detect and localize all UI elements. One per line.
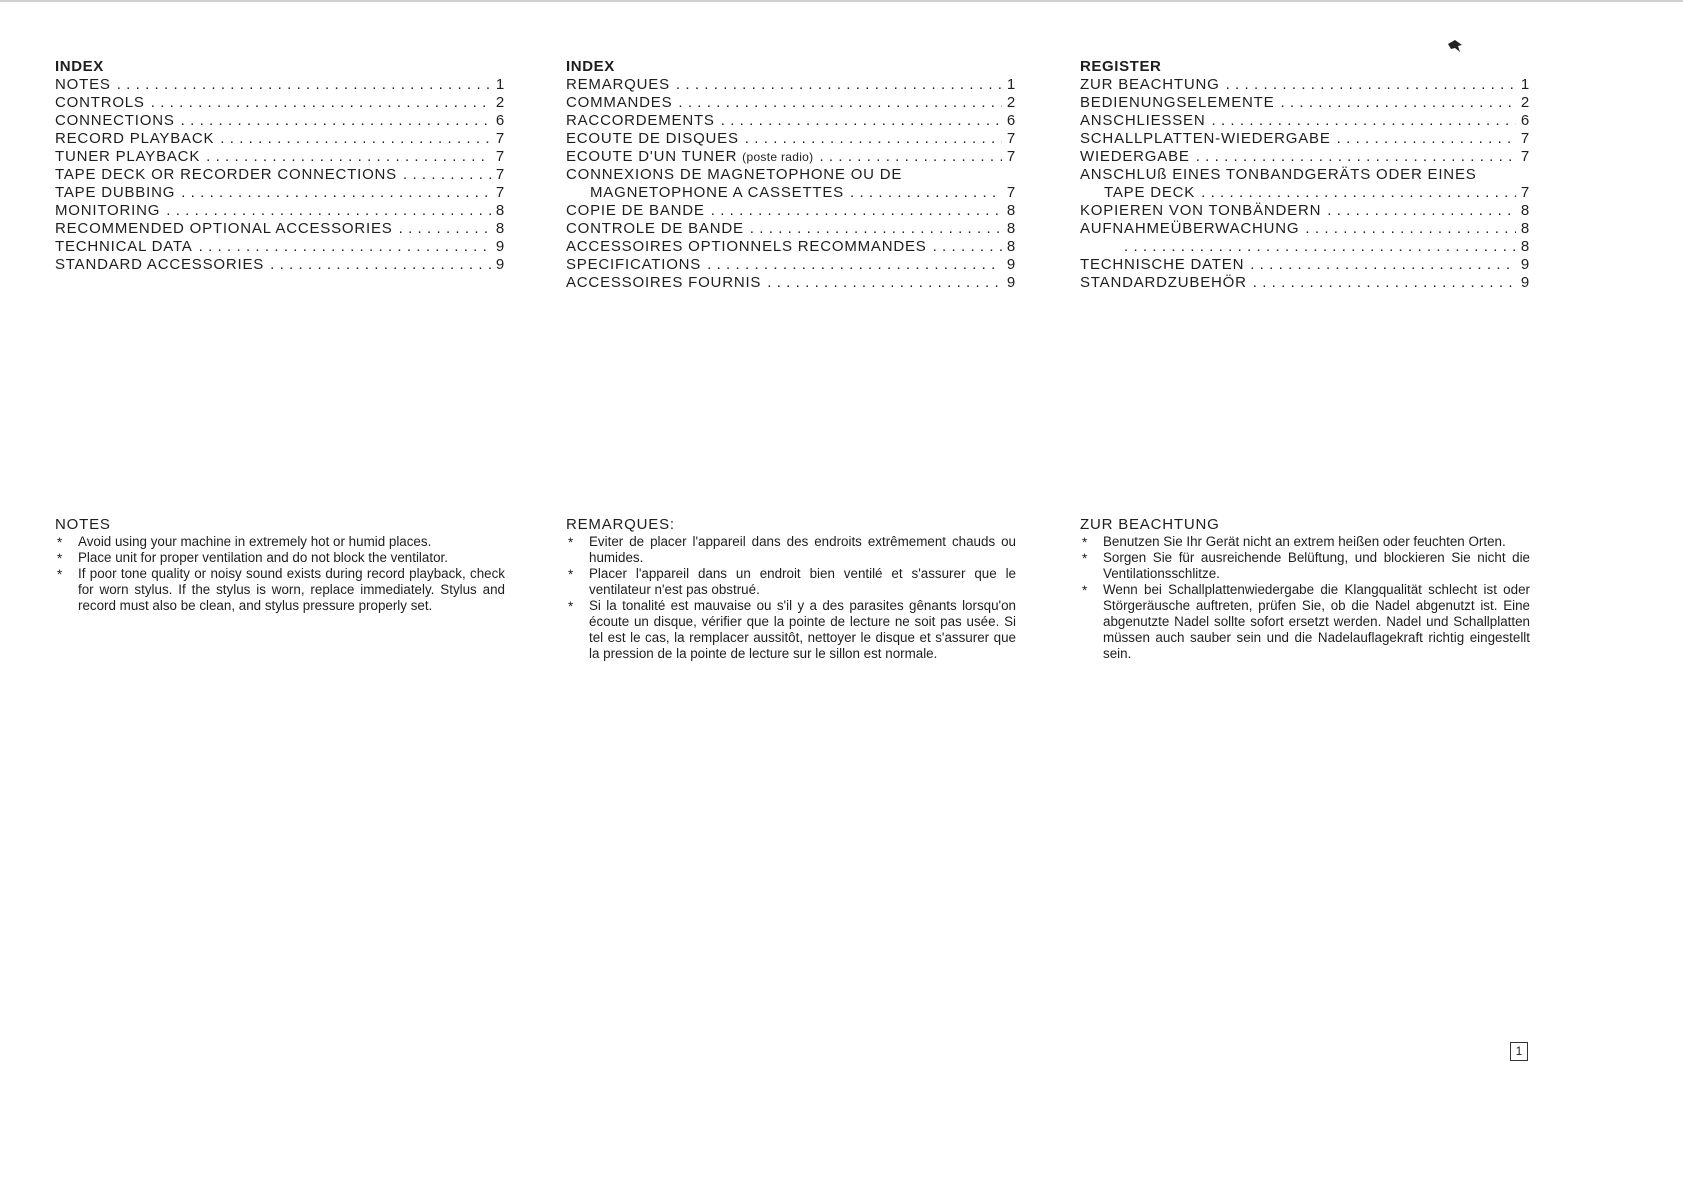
notes-german	[1080, 516, 1530, 662]
dot-leader	[214, 130, 491, 148]
index-entry	[55, 94, 505, 112]
index-entry	[566, 166, 1016, 184]
notes-heading: ZUR BEACHTUNG	[1080, 516, 1220, 533]
notes-french	[566, 516, 1016, 662]
index-entry-title: TUNER PLAYBACK	[55, 148, 201, 165]
top-border-line	[0, 0, 1683, 2]
index-entry-title: CONTROLE DE BANDE	[566, 220, 744, 237]
index-entry-title: ECOUTE DE DISQUES	[566, 130, 739, 147]
index-entry-page: 1	[495, 76, 505, 93]
index-entry-title: SPECIFICATIONS	[566, 256, 702, 273]
index-entry-page: 9	[1006, 274, 1016, 291]
index-entry-title: STANDARDZUBEHÖR	[1080, 274, 1247, 291]
dot-leader	[744, 220, 1002, 238]
dot-leader	[813, 148, 1002, 166]
index-entry-page: 6	[495, 112, 505, 129]
index-entry	[1080, 112, 1530, 130]
notes-heading: NOTES	[55, 516, 111, 533]
index-entry-page: 8	[1520, 202, 1530, 219]
index-entry	[566, 94, 1016, 112]
note-item: * If poor tone quality or noisy sound exists during record playback, check for worn stylus. If the stylus is worn, replace immediately. Stylus and record must also be clean, and stylus pressure properly set.	[55, 566, 505, 614]
dot-leader	[393, 220, 491, 238]
note-item: * Wenn bei Schallplattenwiedergabe die Klangqualität schlecht ist oder Störgeräusche auftreten, prüfen Sie, ob die Nadel abgenutzt ist. Eine abgenutzte Nadel sollte sofort ersetzt werden. Nadel und Schallplatten müssen auch sauber sein und die Nadelauflagekraft richtig eingestellt sein.	[1080, 582, 1530, 662]
note-item: * Si la tonalité est mauvaise ou s'il y a des parasites gênants lorsqu'on écoute un disque, vérifier que la pointe de lecture ne soit pas usée. Si tel est le cas, la remplacer aussitôt, nettoyer le disque et s'assurer que la pression de la pointe de lecture sur le sillon est normale.	[566, 598, 1016, 662]
index-heading: REGISTER	[1080, 58, 1162, 75]
index-heading: INDEX	[566, 58, 615, 75]
index-entry	[1080, 256, 1530, 274]
index-entry-title: RACCORDEMENTS	[566, 112, 715, 129]
notes-list	[1080, 534, 1530, 662]
index-entry-page: 9	[1520, 274, 1530, 291]
dot-leader	[1244, 256, 1516, 274]
index-entry-title: CONTROLS	[55, 94, 145, 111]
index-entry	[1080, 202, 1530, 220]
index-entry-title: TECHNISCHE DATEN	[1080, 256, 1245, 273]
index-entry	[1080, 148, 1530, 166]
index-entry-title: ANSCHLUß EINES TONBANDGERÄTS ODER EINES	[1080, 166, 1477, 183]
index-entry-page: 9	[1006, 256, 1016, 273]
index-entry	[1080, 238, 1530, 256]
dot-leader	[844, 184, 1002, 202]
index-entry-page: 8	[1006, 202, 1016, 219]
index-entry-title: ANSCHLIESSEN	[1080, 112, 1206, 129]
index-entry	[566, 130, 1016, 148]
dot-leader	[701, 256, 1002, 274]
index-entry-page: 9	[495, 256, 505, 273]
index-entry-title: KOPIEREN VON TONBÄNDERN	[1080, 202, 1322, 219]
index-entry-title: TECHNICAL DATA	[55, 238, 193, 255]
dot-leader	[1274, 94, 1516, 112]
index-english	[55, 58, 505, 274]
dot-leader	[715, 112, 1002, 130]
notes-list	[566, 534, 1016, 662]
index-entry-page: 7	[1006, 130, 1016, 147]
index-entry-title: COMMANDES	[566, 94, 673, 111]
index-entry-page: 1	[1006, 76, 1016, 93]
dot-leader	[1195, 184, 1516, 202]
dot-leader	[111, 76, 491, 94]
index-entry	[566, 112, 1016, 130]
index-french	[566, 58, 1016, 292]
note-item: * Benutzen Sie Ihr Gerät nicht an extrem heißen oder feuchten Orten.	[1080, 534, 1530, 550]
index-list	[55, 76, 505, 274]
index-entry	[1080, 76, 1530, 94]
index-entry-title: ECOUTE D'UN TUNER (poste radio)	[566, 148, 814, 165]
dot-leader	[761, 274, 1002, 292]
dot-leader	[672, 94, 1002, 112]
index-entry-title: TAPE DUBBING	[55, 184, 176, 201]
dot-leader	[670, 76, 1002, 94]
index-entry	[55, 148, 505, 166]
note-item: * Placer l'appareil dans un endroit bien ventilé et s'assurer que le ventilateur n'est pas obstrué.	[566, 566, 1016, 598]
index-entry-page: 8	[495, 202, 505, 219]
dot-leader	[1205, 112, 1516, 130]
index-entry-title: MONITORING	[55, 202, 161, 219]
index-entry	[566, 256, 1016, 274]
index-entry-title: CONNEXIONS DE MAGNETOPHONE OU DE	[566, 166, 903, 183]
index-entry-title: REMARQUES	[566, 76, 670, 93]
index-entry-page: 7	[1520, 130, 1530, 147]
index-entry	[566, 238, 1016, 256]
dot-leader	[1118, 238, 1516, 256]
index-entry-page: 7	[1520, 148, 1530, 165]
index-entry-title: TAPE DECK OR RECORDER CONNECTIONS	[55, 166, 397, 183]
index-list	[566, 76, 1016, 292]
index-entry	[55, 130, 505, 148]
page-number: 1	[1510, 1042, 1528, 1061]
index-entry-title: ZUR BEACHTUNG	[1080, 76, 1220, 93]
index-entry-title: NOTES	[55, 76, 111, 93]
index-entry	[55, 202, 505, 220]
index-entry-title: AUFNAHMEÜBERWACHUNG	[1080, 220, 1300, 237]
index-entry	[566, 148, 1016, 166]
index-entry-title: ACCESSOIRES OPTIONNELS RECOMMANDES	[566, 238, 927, 255]
note-item: * Place unit for proper ventilation and do not block the ventilator.	[55, 550, 505, 566]
note-item: * Sorgen Sie für ausreichende Belüftung, und blockieren Sie nicht die Ventilationsschlitze.	[1080, 550, 1530, 582]
index-entry-page: 9	[495, 238, 505, 255]
dot-leader	[1220, 76, 1516, 94]
dot-leader	[160, 202, 491, 220]
index-entry-title: CONNECTIONS	[55, 112, 175, 129]
index-entry	[55, 166, 505, 184]
dot-leader	[193, 238, 491, 256]
note-item: * Eviter de placer l'appareil dans des endroits extrêmement chauds ou humides.	[566, 534, 1016, 566]
index-entry	[1080, 166, 1530, 184]
index-entry	[55, 256, 505, 274]
index-entry	[566, 76, 1016, 94]
dot-leader	[1247, 274, 1516, 292]
corner-mark-icon	[1448, 40, 1462, 52]
index-heading: INDEX	[55, 58, 104, 75]
index-entry	[566, 220, 1016, 238]
index-entry	[55, 76, 505, 94]
index-entry-title: MAGNETOPHONE A CASSETTES	[590, 184, 844, 201]
dot-leader	[1190, 148, 1516, 166]
index-entry-title: TAPE DECK	[1104, 184, 1196, 201]
dot-leader	[397, 166, 491, 184]
dot-leader	[145, 94, 491, 112]
index-entry	[566, 202, 1016, 220]
index-entry	[566, 184, 1016, 202]
notes-english	[55, 516, 505, 614]
dot-leader	[1331, 130, 1516, 148]
index-entry-title: SCHALLPLATTEN-WIEDERGABE	[1080, 130, 1331, 147]
index-entry-page: 6	[1520, 112, 1530, 129]
index-german	[1080, 58, 1530, 292]
index-entry-page: 2	[1520, 94, 1530, 111]
index-entry-page: 7	[495, 166, 505, 183]
dot-leader	[1321, 202, 1516, 220]
index-entry-title: RECOMMENDED OPTIONAL ACCESSORIES	[55, 220, 393, 237]
index-entry-title: RECORD PLAYBACK	[55, 130, 215, 147]
dot-leader	[739, 130, 1002, 148]
index-entry	[1080, 184, 1530, 202]
index-entry-page: 2	[495, 94, 505, 111]
index-entry-note: (poste radio)	[742, 150, 814, 164]
dot-leader	[1299, 220, 1516, 238]
index-entry-page: 8	[1006, 238, 1016, 255]
index-list	[1080, 76, 1530, 292]
index-entry-page: 7	[495, 148, 505, 165]
index-entry	[566, 274, 1016, 292]
index-entry-page: 8	[1520, 238, 1530, 255]
index-entry	[1080, 130, 1530, 148]
index-entry-page: 7	[1006, 148, 1016, 165]
dot-leader	[175, 112, 491, 130]
index-entry-page: 1	[1520, 76, 1530, 93]
index-entry-title: ACCESSOIRES FOURNIS	[566, 274, 762, 291]
index-entry	[55, 238, 505, 256]
note-item: * Avoid using your machine in extremely hot or humid places.	[55, 534, 505, 550]
dot-leader	[927, 238, 1002, 256]
dot-leader	[705, 202, 1002, 220]
index-entry-page: 7	[1520, 184, 1530, 201]
index-entry	[55, 184, 505, 202]
index-entry-page: 7	[495, 184, 505, 201]
index-entry	[55, 220, 505, 238]
index-entry-page: 2	[1006, 94, 1016, 111]
index-entry	[1080, 220, 1530, 238]
index-entry	[1080, 94, 1530, 112]
index-entry-page: 8	[495, 220, 505, 237]
index-entry-page: 7	[1006, 184, 1016, 201]
index-entry-title: WIEDERGABE	[1080, 148, 1190, 165]
dot-leader	[264, 256, 491, 274]
index-entry	[55, 112, 505, 130]
index-entry-title: BEDIENUNGSELEMENTE	[1080, 94, 1275, 111]
index-entry-page: 6	[1006, 112, 1016, 129]
notes-heading: REMARQUES:	[566, 516, 675, 533]
index-entry-page: 8	[1006, 220, 1016, 237]
dot-leader	[175, 184, 491, 202]
index-entry	[1080, 274, 1530, 292]
dot-leader	[200, 148, 491, 166]
index-entry-title: COPIE DE BANDE	[566, 202, 705, 219]
index-entry-page: 8	[1520, 220, 1530, 237]
notes-list	[55, 534, 505, 614]
index-entry-page: 9	[1520, 256, 1530, 273]
index-entry-title: STANDARD ACCESSORIES	[55, 256, 265, 273]
index-entry-page: 7	[495, 130, 505, 147]
